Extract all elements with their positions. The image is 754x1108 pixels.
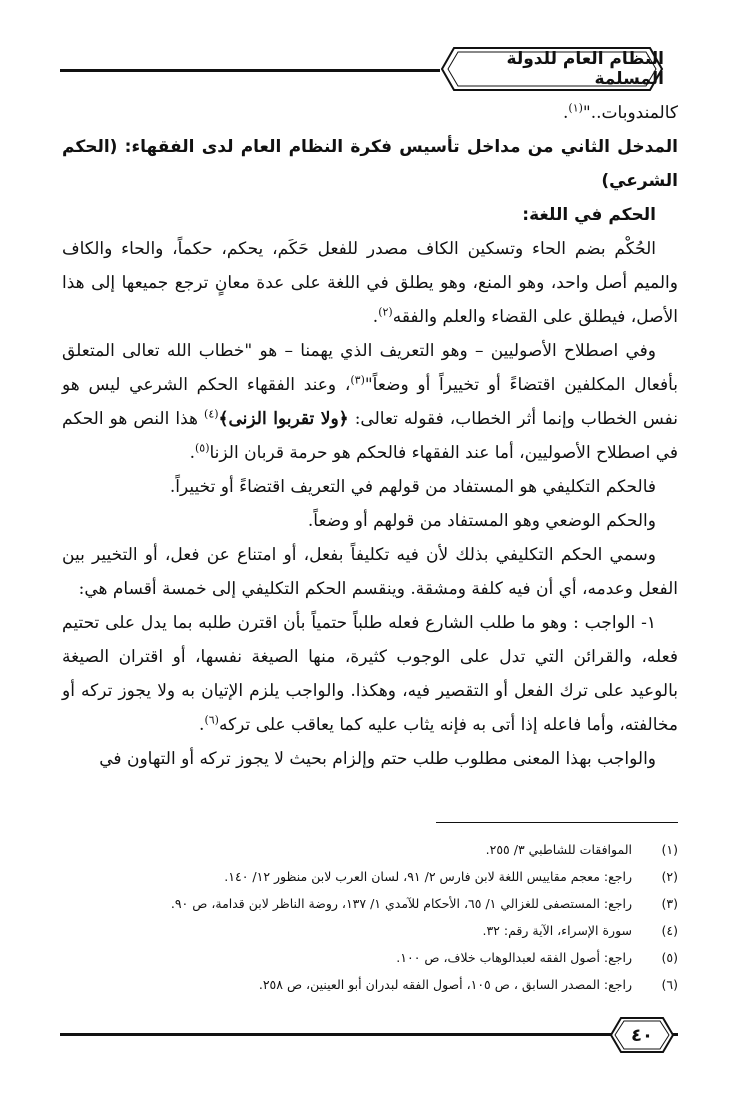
footnote-text: راجع: أصول الفقه لعبدالوهاب خلاف، ص ١٠٠. [396, 950, 632, 965]
footnote-ref: (٢) [378, 305, 393, 319]
text-span: . [199, 715, 205, 735]
text-span: . [372, 307, 379, 327]
footer-rule [60, 1033, 678, 1036]
footnote-ref: (٤) [204, 407, 219, 421]
running-header-title: النظام العام للدولة المسلمة [506, 49, 664, 89]
paragraph: وسمي الحكم التكليفي بذلك لأن فيه تكليفاً بفعل، أو امتناع عن فعل، أو التخيير بين الفعل وعدمه، أي أن فيه كلفة ومشقة. وينقسم الحكم التكليفي إلى خمسة أقسام هي: [62, 545, 678, 599]
footnote-ref: (١) [568, 101, 583, 115]
footnote-text: الموافقات للشاطبي ٣/ ٢٥٥. [485, 842, 632, 857]
quran-verse: ﴿ولا تقربوا الزنى﴾ [218, 409, 349, 429]
subsection-heading: الحكم في اللغة: [522, 205, 656, 225]
main-text [62, 96, 678, 776]
header-rule [60, 69, 440, 72]
footnote-text: راجع: المصدر السابق ، ص ١٠٥، أصول الفقه لبدران أبو العينين، ص ٢٥٨. [258, 977, 632, 992]
footnote [100, 863, 678, 890]
text-span: . [562, 103, 569, 123]
footnote-number: (٣) [661, 896, 678, 911]
list-item [62, 606, 678, 742]
footnote-ref: (٥) [194, 441, 210, 455]
footnote-ref: (٣) [350, 373, 365, 387]
text-span: ، وعند الفقهاء الحكم الشرعي ليس هو نفس الخطاب وإنما أثر الخطاب، فقوله تعالى: [62, 375, 678, 429]
footnote [100, 971, 678, 998]
paragraph [62, 334, 678, 470]
text-span: الحُكْم بضم الحاء وتسكين الكاف مصدر للفعل حَكَم، يحكم، حكماً، والحاء والكاف والميم أصل واحد، وهو المنع، وهو يطلق في اللغة على عدة معانٍ ترجع جميعها إلى هذا الأصل، فيطلق على القضاء والعلم والفقه [62, 239, 678, 327]
paragraph [62, 232, 678, 334]
text-span: وفي اصطلاح الأصوليين – وهو التعريف الذي يهمنا – هو "خطاب الله تعالى المتعلق بأفعال المكلفين اقتضاءً أو تخييراً أو وضعاً" [62, 341, 678, 395]
footnote-number: (٢) [661, 869, 678, 884]
footnote-number: (٤) [661, 923, 678, 938]
footnote-text: سورة الإسراء، الآية رقم: ٣٢. [482, 923, 632, 938]
footnote [100, 836, 678, 863]
footnotes [100, 836, 678, 998]
footnote-text: راجع: المستصفى للغزالي ١/ ٦٥، الأحكام للآمدي ١/ ١٣٧، روضة الناظر لابن قدامة، ص ٩٠. [170, 896, 632, 911]
footnote-number: (٦) [661, 977, 678, 992]
footnote-separator [436, 822, 678, 823]
text-span: كالمندوبات.." [582, 103, 678, 123]
text-span: هذا النص هو الحكم في اصطلاح الأصوليين، أما عند الفقهاء فالحكم هو حرمة قربان الزنا [62, 409, 678, 463]
footnote-ref: (٦) [204, 713, 219, 727]
paragraph: والواجب بهذا المعنى مطلوب طلب حتم وإلزام بحيث لا يجوز تركه أو التهاون في [99, 749, 656, 769]
page-number: ٤٠ [631, 1024, 653, 1046]
section-heading: المدخل الثاني من مداخل تأسيس فكرة النظام العام لدى الفقهاء: (الحكم الشرعي) [62, 137, 678, 191]
text-span: ١- الواجب : وهو ما طلب الشارع فعله طلباً حتمياً بأن اقترن طلبه بما يدل على تحتيم فعله، والقرائن التي تدل على الوجوب كثيرة، منها الصيغة نفسها، أو اقتران الصيغة بالوعيد على ترك الفعل أو التقصير فيه، وهكذا. والواجب يلزم الإتيان به ولا يجوز تركه أو مخالفته، وأما فاعله إذا أتى به فإنه يثاب عليه كما يعاقب على تركه [62, 613, 678, 735]
footnote [100, 944, 678, 971]
footnote [100, 890, 678, 917]
footnote-text: راجع: معجم مقاييس اللغة لابن فارس ٢/ ٩١، لسان العرب لابن منظور ١٢/ ١٤٠. [224, 869, 632, 884]
text-span: . [189, 443, 195, 463]
footnote-number: (١) [661, 842, 678, 857]
paragraph: فالحكم التكليفي هو المستفاد من قولهم في التعريف اقتضاءً أو تخييراً. [169, 477, 656, 497]
footnote [100, 917, 678, 944]
paragraph: والحكم الوضعي وهو المستفاد من قولهم أو وضعاً. [307, 511, 656, 531]
paragraph [62, 96, 678, 130]
footnote-number: (٥) [661, 950, 678, 965]
